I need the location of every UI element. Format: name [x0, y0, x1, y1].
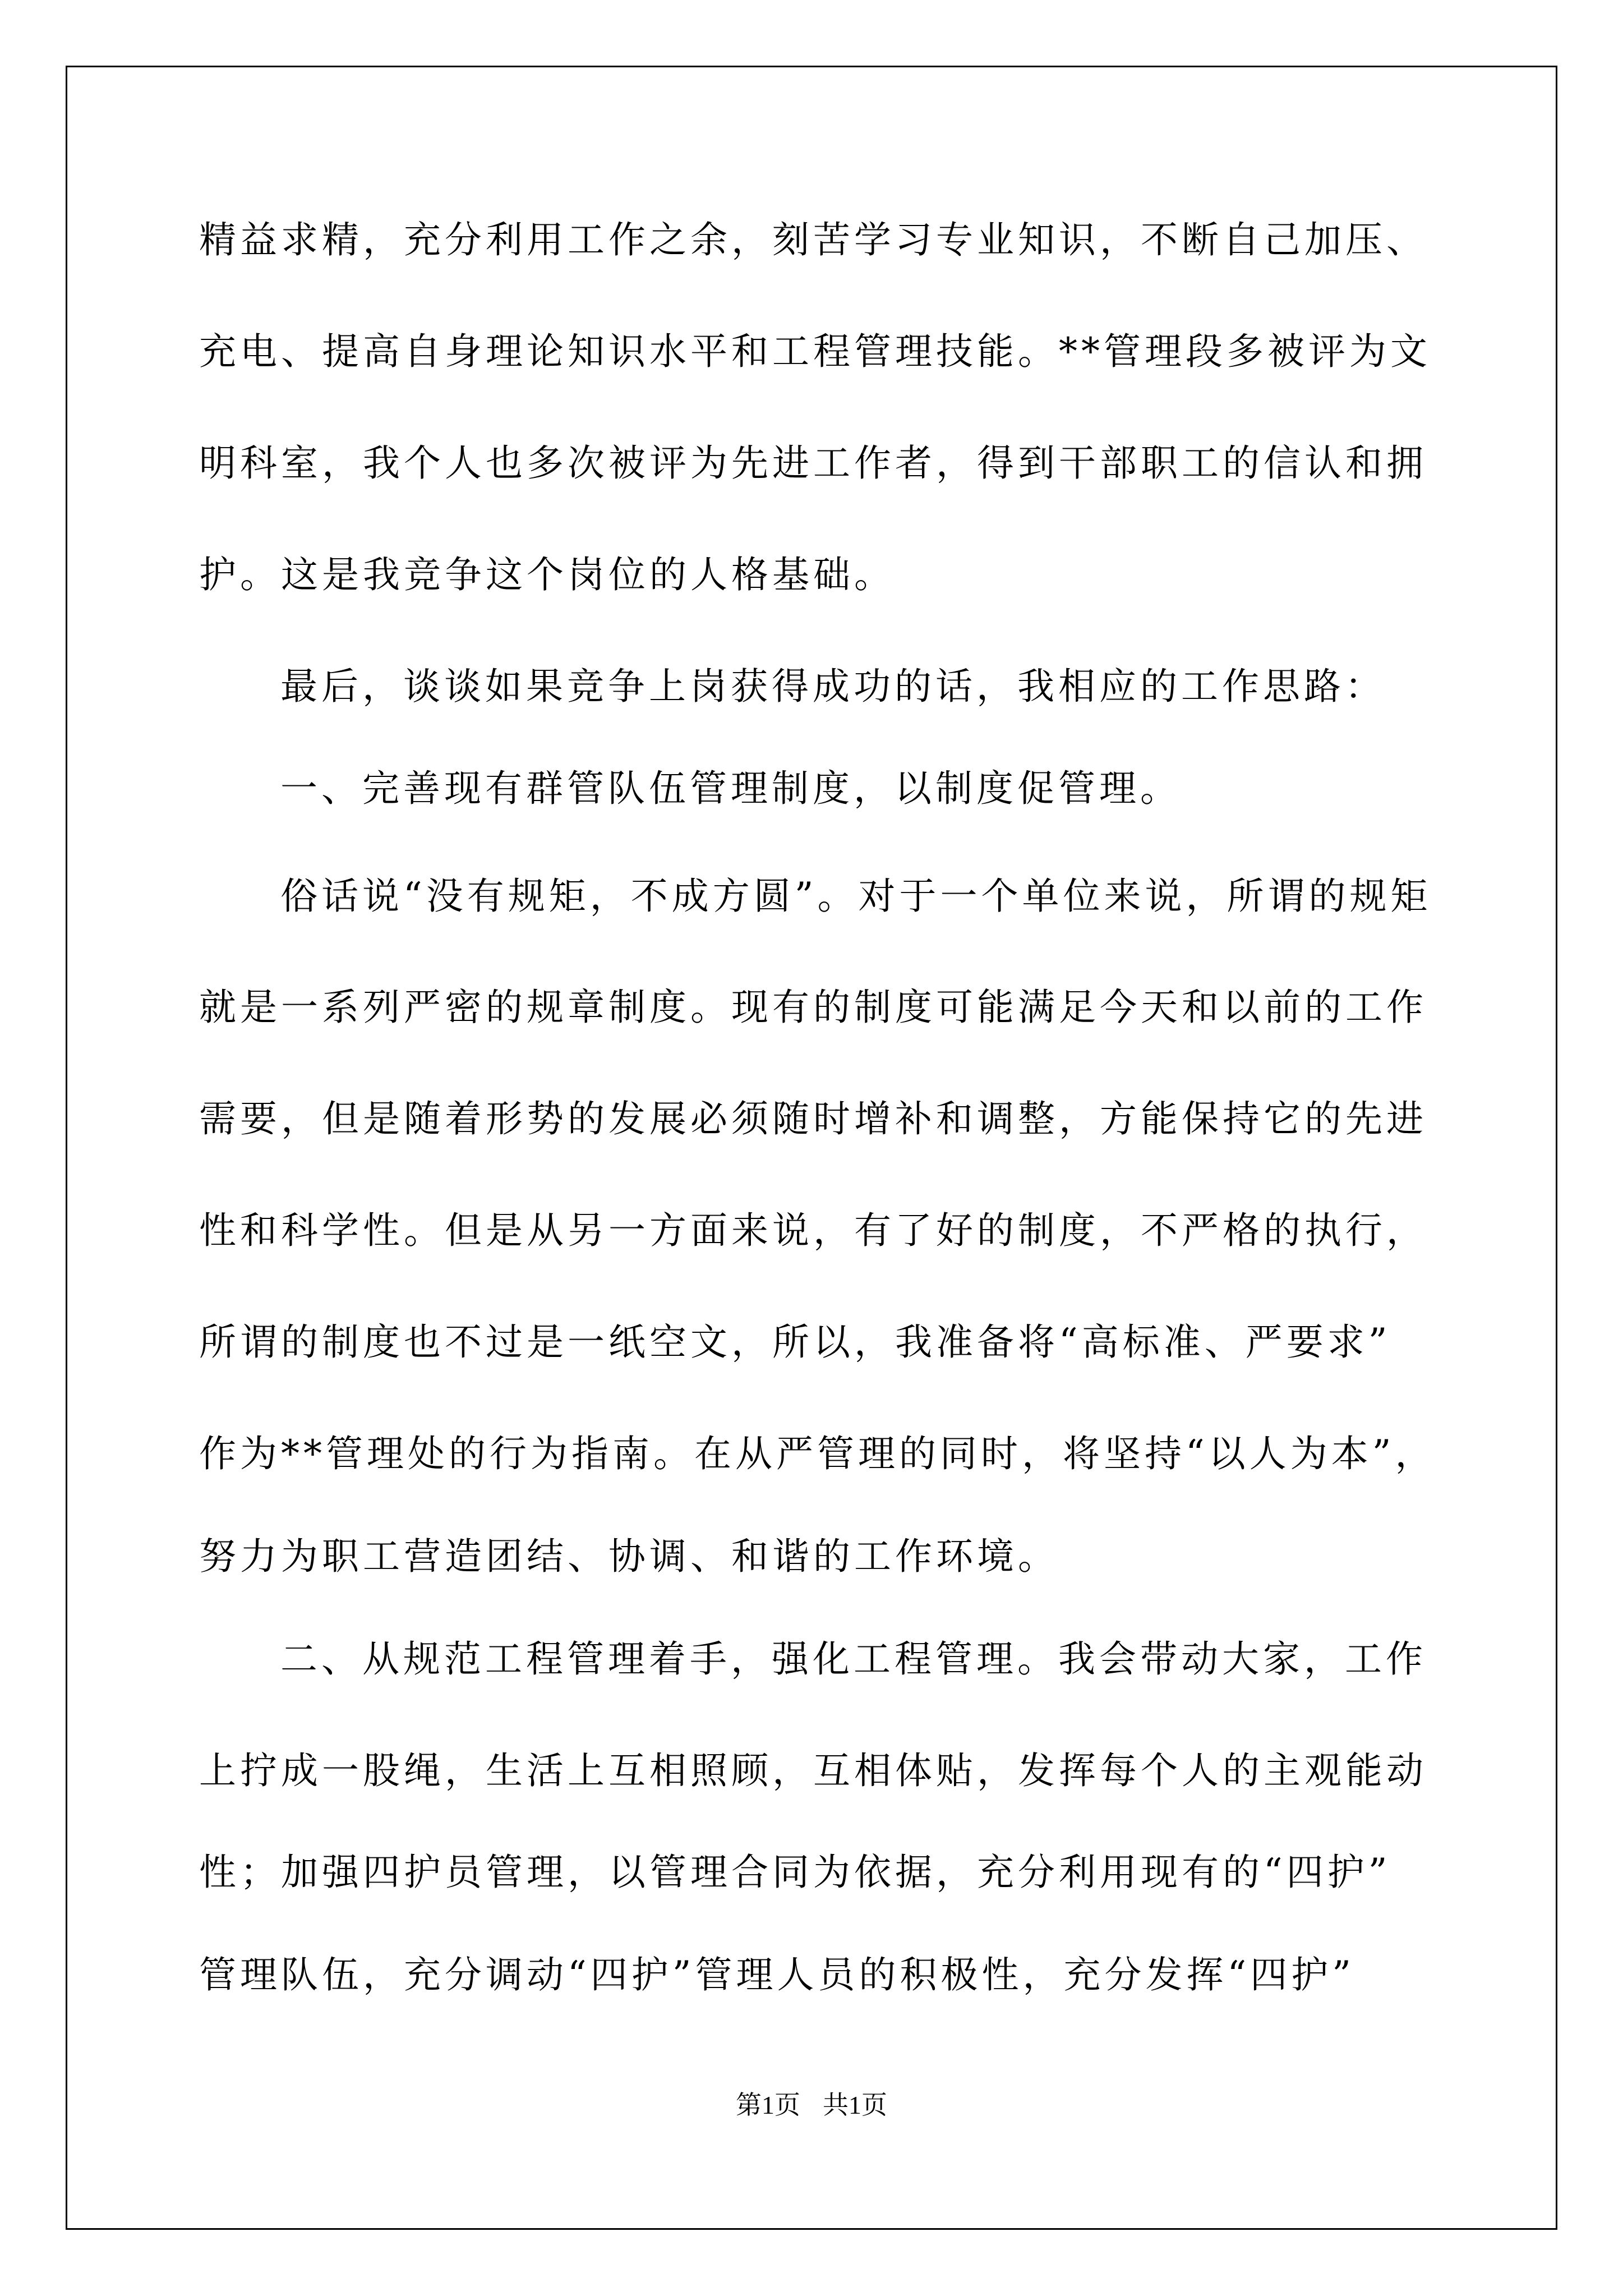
text-line: 上拧成一股绳，生活上互相照顾，互相体贴，发挥每个人的主观能动: [199, 1749, 1427, 1792]
page-number: 第1页: [736, 2091, 800, 2119]
text-line: 所谓的制度也不过是一纸空文，所以，我准备将“高标准、严要求”: [199, 1320, 1391, 1364]
text-line: 充电、提高自身理论知识水平和工程管理技能。**管理段多被评为文: [199, 330, 1431, 373]
text-line: 护。这是我竞争这个岗位的人格基础。: [199, 553, 895, 596]
paragraph-line: 最后，谈谈如果竞争上岗获得成功的话，我相应的工作思路：: [280, 665, 1386, 708]
paragraph-line: 一、完善现有群管队伍管理制度，以制度促管理。: [280, 767, 1181, 810]
text-line: 明科室，我个人也多次被评为先进工作者，得到干部职工的信认和拥: [199, 441, 1427, 485]
paragraph-line: 俗话说“没有规矩，不成方圆”。对于一个单位来说，所谓的规矩: [280, 875, 1432, 918]
text-line: 管理队伍，充分调动“四护”管理人员的积极性，充分发挥“四护”: [199, 1953, 1355, 1996]
text-line: 性；加强四护员管理，以管理合同为依据，充分利用现有的“四护”: [199, 1851, 1391, 1894]
text-line: 就是一系列严密的规章制度。现有的制度可能满足今天和以前的工作: [199, 986, 1427, 1029]
page-footer: [0, 2090, 1623, 2121]
document-body: [199, 0, 1438, 2296]
text-line: 精益求精，充分利用工作之余，刻苦学习专业知识，不断自己加压、: [199, 218, 1427, 261]
text-line: 作为**管理处的行为指南。在从严管理的同时，将坚持“以人为本”，: [199, 1432, 1436, 1475]
text-line: 努力为职工营造团结、协调、和谐的工作环境。: [199, 1535, 1059, 1578]
page-total: 共1页: [823, 2091, 887, 2119]
text-line: 性和科学性。但是从另一方面来说，有了好的制度，不严格的执行，: [199, 1209, 1427, 1252]
paragraph-line: 二、从规范工程管理着手，强化工程管理。我会带动大家，工作: [280, 1637, 1427, 1681]
text-line: 需要，但是随着形势的发展必须随时增补和调整，方能保持它的先进: [199, 1097, 1427, 1140]
